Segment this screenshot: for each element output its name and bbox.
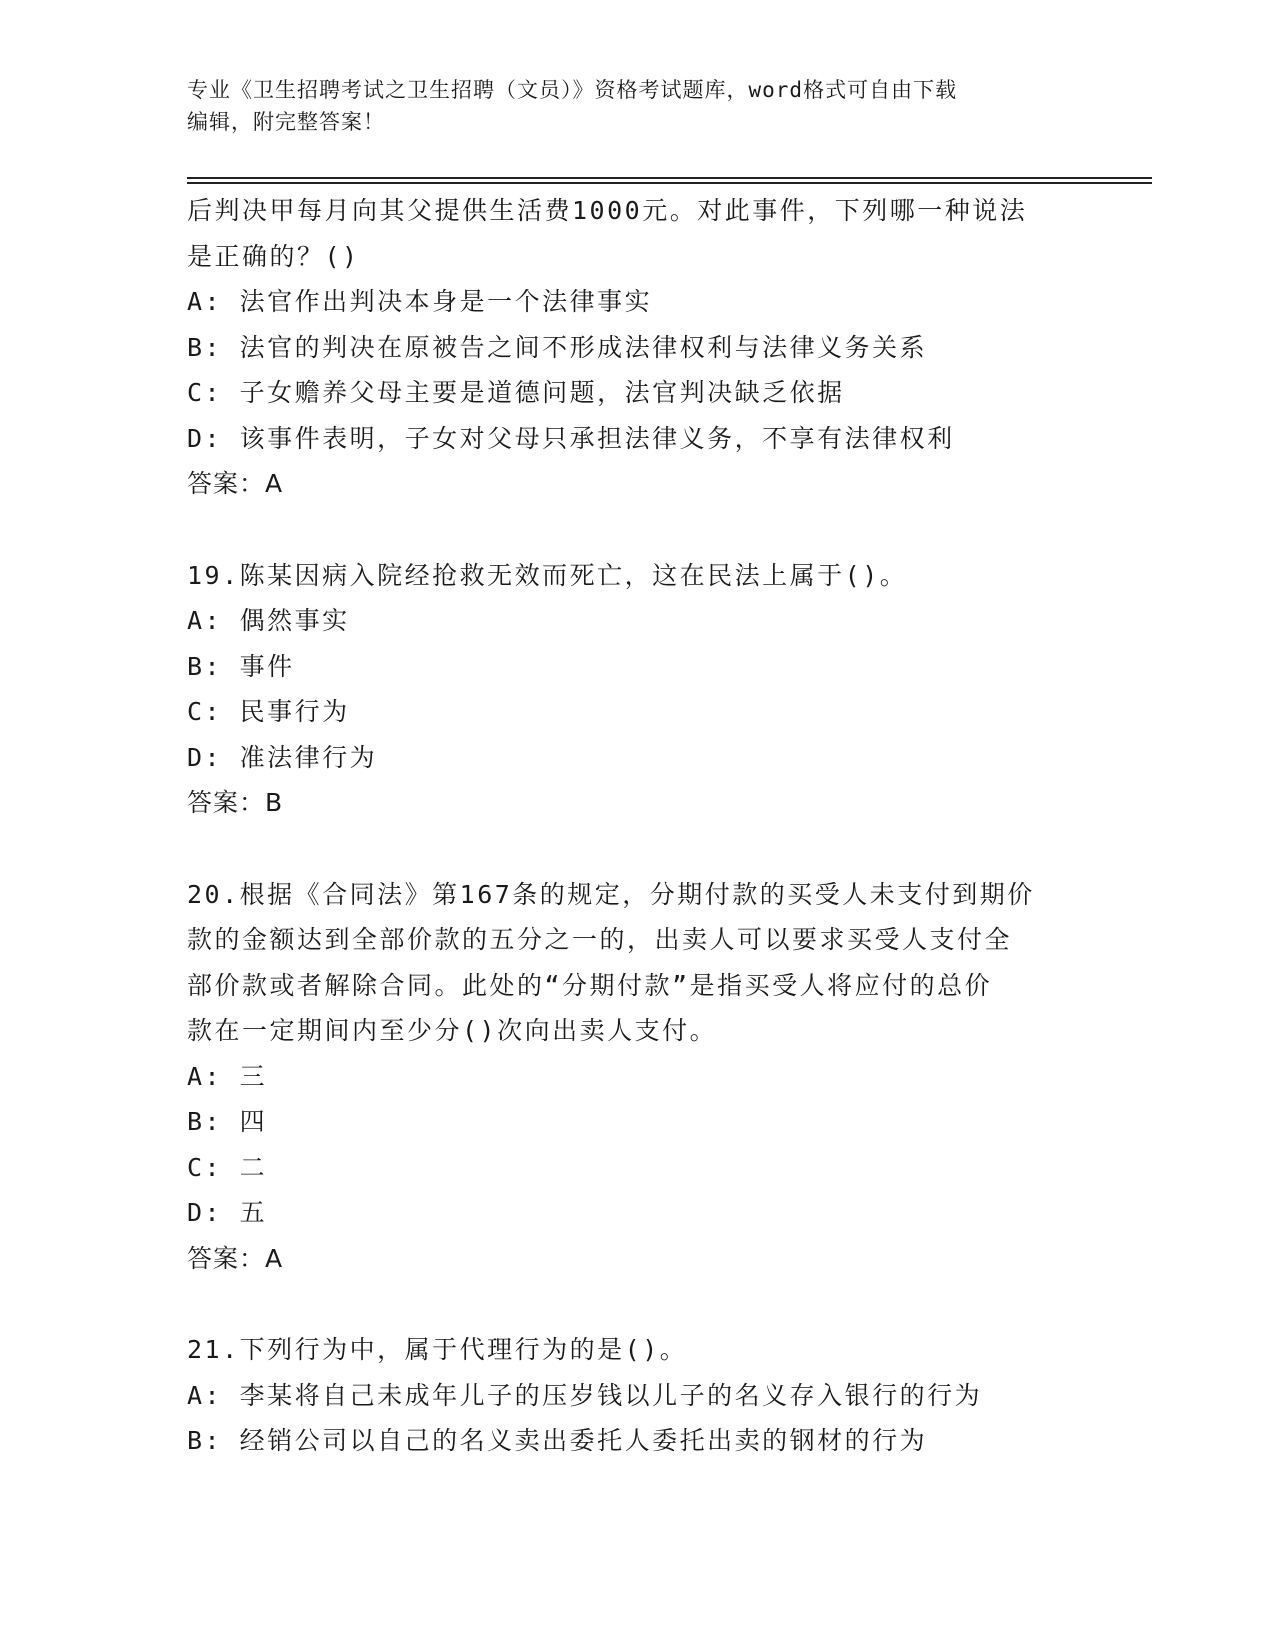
question-18-option-b: B: 法官的判决在原被告之间不形成法律权利与法律义务关系: [187, 332, 928, 362]
spacer: [187, 507, 1087, 553]
question-18-text-line-1: 后判决甲每月向其父提供生活费1000元。对此事件，下列哪一种说法: [187, 196, 1028, 225]
question-21-text-line-1: 21.下列行为中，属于代理行为的是()。: [187, 1335, 688, 1364]
question-19: [187, 553, 1087, 826]
question-19-option-b: B: 事件: [187, 651, 295, 681]
question-20-text-line-1: 20.根据《合同法》第167条的规定，分期付款的买受人未支付到期价: [187, 879, 1035, 909]
question-19-answer: 答案：B: [187, 788, 284, 817]
question-19-option-d: D: 准法律行为: [187, 742, 378, 772]
question-20-option-a: A: 三: [187, 1061, 268, 1091]
header-line-2: 编辑，附完整答案！: [187, 110, 385, 134]
header-line-1: 专业《卫生招聘考试之卫生招聘（文员）》资格考试题库，word格式可自由下载: [187, 78, 958, 102]
question-21-option-a: A: 李某将自己未成年儿子的压岁钱以儿子的名义存入银行的行为: [187, 1380, 983, 1410]
question-21-option-b: B: 经销公司以自己的名义卖出委托人委托出卖的钢材的行为: [187, 1426, 928, 1455]
question-21: [187, 1327, 1087, 1464]
question-19-text-line-1: 19.陈某因病入院经抢救无效而死亡，这在民法上属于()。: [187, 560, 908, 590]
question-20-text-line-3: 部价款或者解除合同。此处的“分期付款”是指买受人将应付的总价: [187, 970, 993, 1000]
header-rule-top: [187, 177, 1152, 179]
question-20-text-line-4: 款在一定期间内至少分()次向出卖人支付。: [187, 1016, 718, 1045]
question-18-option-d: D: 该事件表明，子女对父母只承担法律义务，不享有法律权利: [187, 423, 955, 453]
document-header: [187, 74, 1087, 138]
question-20-text-line-2: 款的金额达到全部价款的五分之一的，出卖人可以要求买受人支付全: [187, 925, 1013, 954]
question-20-option-d: D: 五: [187, 1198, 268, 1227]
question-18: [187, 188, 1087, 507]
header-rule-bottom: [187, 182, 1152, 184]
spacer: [187, 1281, 1087, 1327]
question-20-option-c: C: 二: [187, 1152, 268, 1182]
question-20: [187, 872, 1087, 1282]
question-18-option-c: C: 子女赡养父母主要是道德问题，法官判决缺乏依据: [187, 378, 845, 407]
question-20-option-b: B: 四: [187, 1107, 268, 1136]
question-18-text-line-2: 是正确的？(): [187, 241, 360, 271]
question-20-answer: 答案：A: [187, 1243, 284, 1273]
spacer: [187, 826, 1087, 872]
question-18-answer: 答案：A: [187, 469, 284, 498]
question-19-option-a: A: 偶然事实: [187, 606, 350, 635]
question-18-option-a: A: 法官作出判决本身是一个法律事实: [187, 287, 653, 316]
question-19-option-c: C: 民事行为: [187, 697, 350, 726]
question-content: [187, 188, 1087, 1464]
